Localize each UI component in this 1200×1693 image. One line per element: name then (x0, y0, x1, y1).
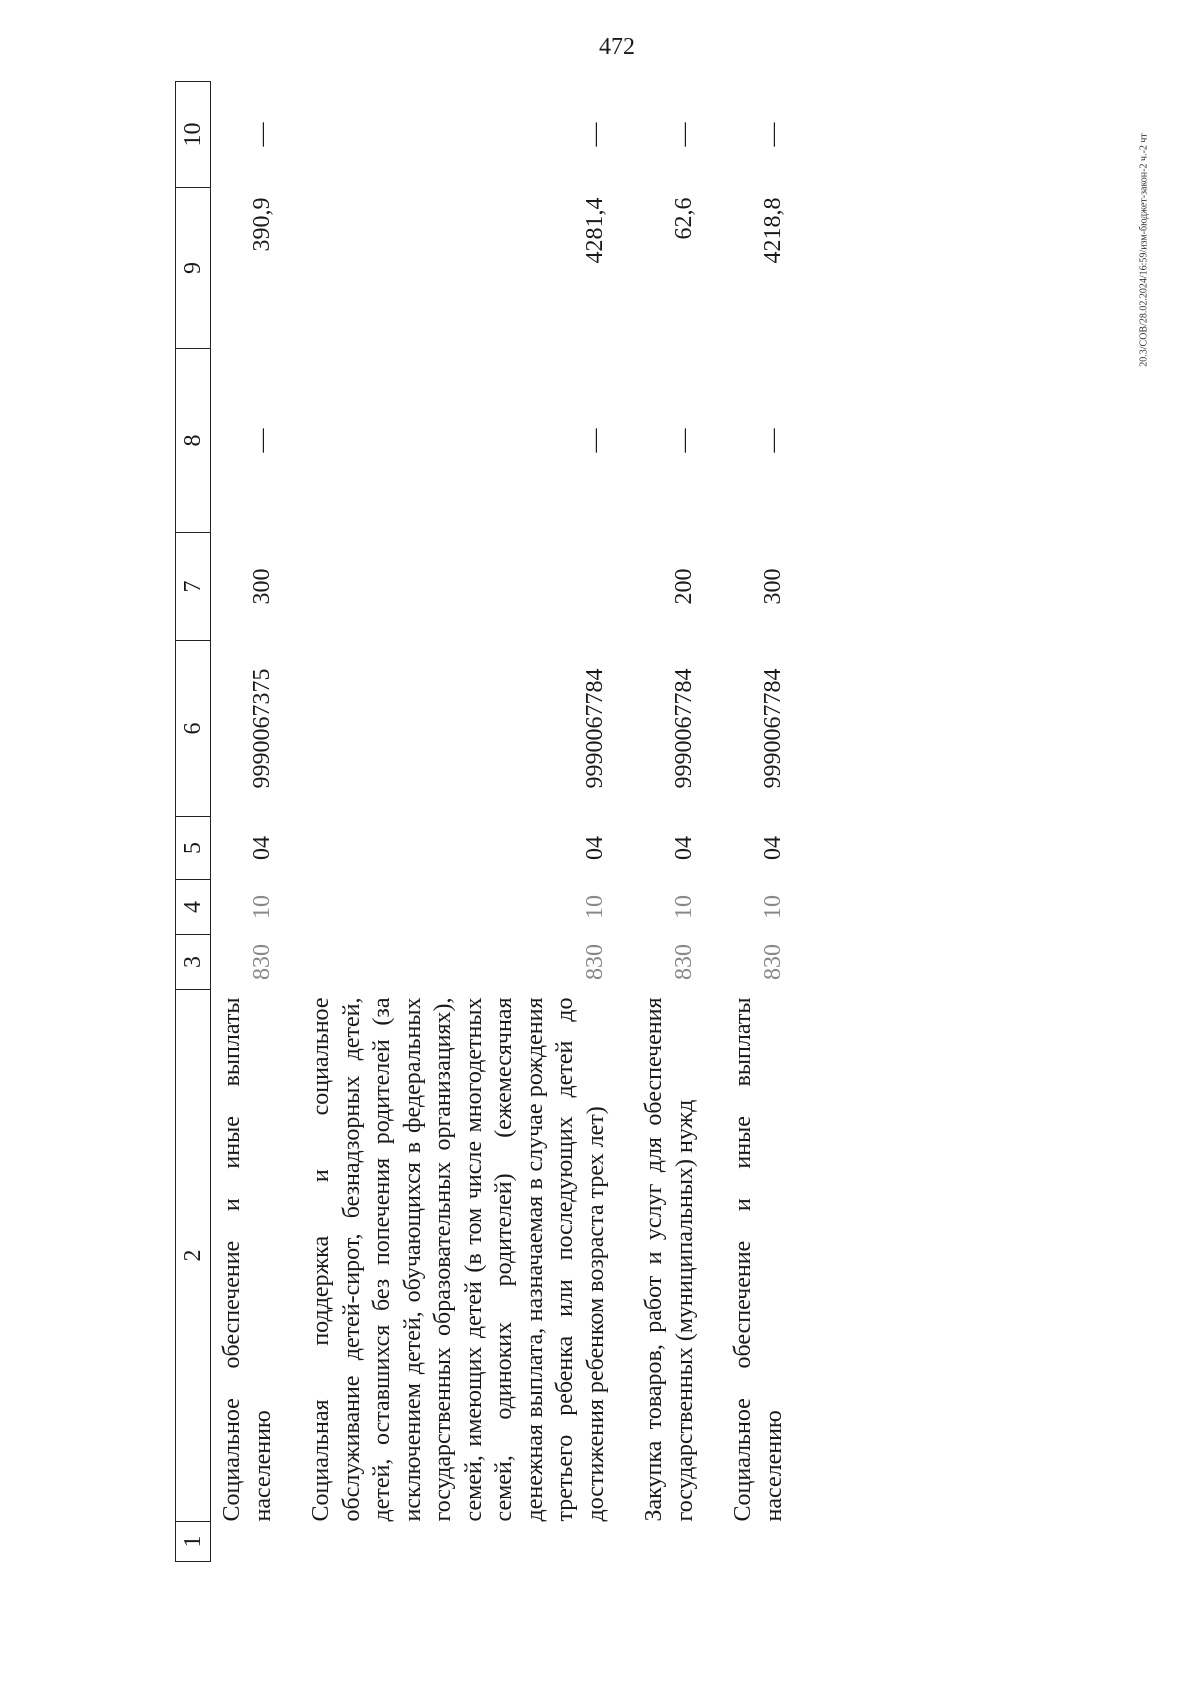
table-row (633, 82, 700, 1562)
page-number: 472 (599, 34, 635, 60)
cell-col-7: 200 (671, 568, 697, 605)
cell-col-5: 04 (582, 836, 608, 860)
cell-col-6: 9990067375 (249, 668, 275, 789)
row-name: Социальное обеспечение и иные выплаты населению (730, 997, 787, 1522)
cell-col-5: 04 (249, 836, 275, 860)
cell-col-7: 300 (249, 568, 275, 605)
cell-col-5: 04 (760, 836, 786, 860)
footer-stamp-text: 20.3/СОВ/28.02.2024/16:59/изм-бюджет-закон-2 ч.-2 чт (1138, 133, 1150, 367)
header-col-5: 5 (176, 817, 211, 880)
header-col-3: 3 (176, 935, 211, 990)
header-col-8: 8 (176, 349, 211, 533)
cell-col-7 (300, 533, 611, 641)
header-col-1: 1 (176, 1522, 211, 1562)
cell-col-9: 4218,8 (760, 197, 786, 264)
row-name: Социальная поддержка и социальное обслуживание детей-сирот, безнадзорных детей, детей, оставшихся без попечения родителей (за исключением детей, обучающихся в федеральных государственных образовательных организациях), семей, имеющих детей (в том числе многодетных семей, одиноких родителей) (ежемесячная денежная выплата, назначаемая в случае рождения третьего ребенка или последующих детей до достижения ребенком возраста трех лет) (308, 997, 609, 1522)
header-col-4: 4 (176, 880, 211, 935)
cell-col-6: 9990067784 (671, 668, 697, 789)
cell-col-9: 4281,4 (582, 197, 608, 264)
cell-col-3: 830 (249, 944, 275, 980)
cell-col-8: — (671, 428, 697, 453)
cell-col-4: 10 (582, 895, 608, 919)
cell-col-7: 300 (760, 568, 786, 605)
cell-col-3: 830 (671, 944, 697, 980)
header-col-7: 7 (176, 533, 211, 641)
rotated-table-area (175, 82, 1045, 1562)
cell-col-10: — (249, 122, 275, 147)
cell-col-10: — (671, 122, 697, 147)
cell-col-8: — (760, 428, 786, 453)
table-row (211, 82, 279, 1562)
cell-col-8: — (249, 428, 275, 453)
cell-col-6: 9990067784 (582, 668, 608, 789)
budget-table (175, 81, 789, 1562)
header-col-9: 9 (176, 188, 211, 349)
footer-stamp (1133, 80, 1155, 420)
cell-col-6: 9990067784 (760, 668, 786, 789)
cell-col-3: 830 (760, 944, 786, 980)
cell-col-4: 10 (671, 895, 697, 919)
cell-col-4: 10 (249, 895, 275, 919)
cell-col-9: 62,6 (671, 197, 697, 240)
row-name: Социальное обеспечение и иные выплаты населению (219, 997, 276, 1522)
table-row (300, 82, 611, 1562)
header-col-10: 10 (176, 82, 211, 188)
cell-col-9: 390,9 (249, 197, 275, 252)
cell-col-5: 04 (671, 836, 697, 860)
cell-col-8: — (582, 428, 608, 453)
header-col-2: 2 (176, 990, 211, 1522)
table-row (722, 82, 789, 1562)
header-row (176, 82, 211, 1562)
header-col-6: 6 (176, 641, 211, 817)
cell-col-10: — (582, 122, 608, 147)
row-name: Закупка товаров, работ и услуг для обеспечения государственных (муниципальных) нужд (641, 997, 698, 1522)
cell-col-4: 10 (760, 895, 786, 919)
cell-col-10: — (760, 122, 786, 147)
cell-col-3: 830 (582, 944, 608, 980)
